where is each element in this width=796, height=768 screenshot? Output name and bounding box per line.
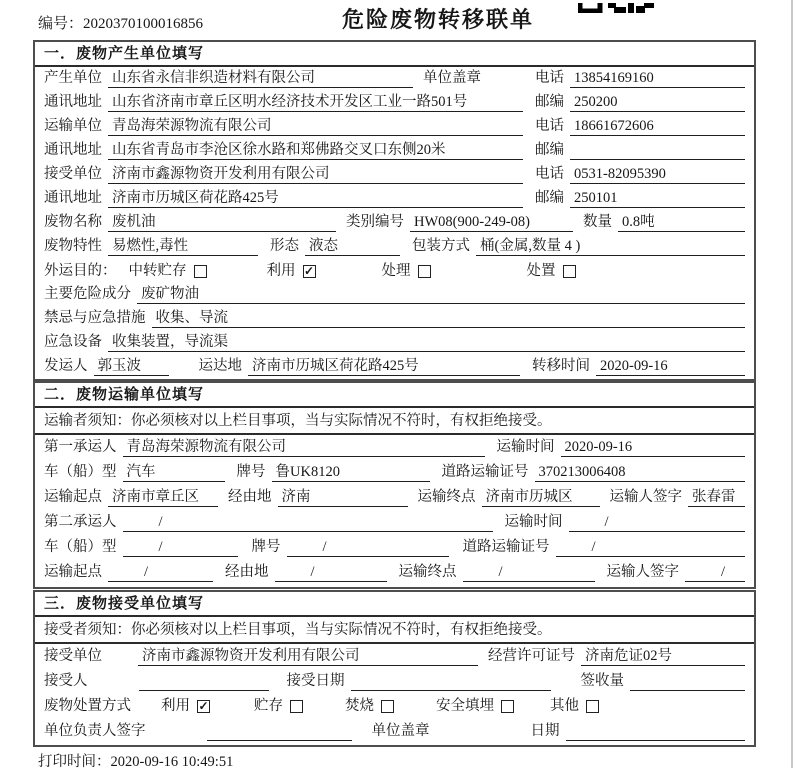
zip-label: 邮编 [535,94,564,110]
disposal-option-label: 利用 [161,698,190,714]
vehicle2-row [35,535,754,560]
disposal-option-label: 贮存 [254,698,283,714]
time1-value: 2020-09-16 [561,438,746,457]
origin-label: 运输起点 [44,489,102,505]
receiver-notice: 接受者须知：你必须核对以上栏目事项，当与实际情况不符时，有权拒绝接受。 [35,617,754,644]
purpose-option-dispose [527,262,576,281]
address-label: 通讯地址 [44,142,102,158]
receiver-address-row [35,187,754,211]
page-edge-line [791,0,793,768]
address-label: 通讯地址 [44,94,102,110]
receive-unit-label: 接受单位 [44,648,102,664]
shipper-value: 郭玉波 [94,357,169,376]
purpose-option-label: 利用 [266,262,296,279]
end1-value: 济南市历城区 [482,488,600,507]
permit-label: 经营许可证号 [488,648,575,664]
address-label: 通讯地址 [44,190,102,206]
receive-date-label: 接受日期 [286,673,345,689]
receiver-value: 济南市鑫源物资开发利用有限公司 [108,165,523,184]
producer-address-value: 山东省济南市章丘区明水经济技术开发区工业一路501号 [108,93,523,112]
leader-sign-value [207,740,352,741]
disposal-option-store [254,697,303,716]
form-label: 形态 [270,238,299,254]
carrier1-label: 第一承运人 [44,439,117,455]
qr-code-fragment [578,0,654,10]
purpose-option-label: 处置 [526,262,556,279]
seal-label: 单位盖章 [423,70,481,86]
character-value: 易燃性,毒性 [108,237,258,256]
origin1-value: 济南市章丘区 [108,488,218,507]
disposal-label: 废物处置方式 [44,698,131,714]
origin2-value: / [108,563,213,582]
packing-label: 包装方式 [412,238,470,254]
disposal-option-burn [345,697,394,716]
transporter-address-value: 山东省青岛市李沧区徐水路和郑佛路交叉口东侧20米 [108,141,523,160]
qty-label: 数量 [583,214,612,230]
producer-phone-value: 13854169160 [570,69,745,88]
leader-sign-label: 单位负责人签字 [44,723,146,739]
date2-label: 日期 [530,723,560,739]
sign1-value: 张春雷 [688,488,745,507]
transporter-value: 青岛海荣源物流有限公司 [108,117,523,136]
route2-row [35,560,754,585]
checkbox-icon [501,700,514,713]
vehicle1-row [35,460,754,485]
hazard-row [35,283,754,307]
transporter-label: 运输单位 [44,118,102,134]
vehicle-label: 车（船）型 [44,464,117,480]
carrier2-row [35,510,754,535]
license1-value: 370213006408 [535,463,746,482]
license-label: 道路运输证号 [441,464,529,480]
page-title: 危险废物转移联单 [341,7,534,32]
disposal-option-use [161,697,210,716]
taboo-label: 禁忌与应急措施 [44,310,146,326]
transporter-row [35,115,754,139]
purpose-option-transfer [129,262,207,281]
amount-label: 签收量 [580,673,624,689]
packing-value: 桶(金属,数量 4 ) [476,237,745,256]
zip-label: 邮编 [535,142,564,158]
vehicle1-value: 汽车 [123,463,225,482]
checkbox-icon [586,700,599,713]
receiver-row [35,163,754,187]
print-time-value: 2020-09-16 10:49:51 [110,754,234,768]
producer-value: 山东省永信非织造材料有限公司 [108,69,413,88]
section-receiver-title: 三．废物接受单位填写 [35,592,754,617]
section-producer-title: 一．废物产生单位填写 [35,42,754,67]
qty-value: 0.8吨 [618,213,745,232]
plate2-value: / [287,538,449,557]
purpose-option-use [267,262,316,281]
via-label: 经由地 [225,564,269,580]
equipment-row [35,331,754,355]
waste-name-value: 废机油 [108,213,336,232]
date2-value [566,740,746,741]
producer-row [35,67,754,91]
transporter-phone-value: 18661672606 [570,117,745,136]
checkbox-icon [381,700,394,713]
zip-label: 邮编 [535,190,564,206]
receive-unit-row [35,644,754,669]
receiver-label: 接受单位 [44,166,102,182]
checkbox-checked-icon: ✓ [198,700,209,713]
section-transport [33,381,756,589]
purpose-label: 外运目的： [44,262,117,279]
checkbox-checked-icon: ✓ [303,264,315,278]
transporter-zip-value [570,159,745,160]
producer-zip-value: 250200 [570,93,745,112]
route1-row [35,485,754,510]
carrier2-value: / [123,513,493,532]
purpose-option-label: 处理 [381,262,411,279]
equipment-value: 收集装置，导流渠 [108,333,745,352]
transporter-address-row [35,139,754,163]
character-label: 废物特性 [44,238,102,254]
section-producer [33,40,756,381]
receive-person-row [35,669,754,694]
category-value: HW08(900-249-08) [410,213,573,232]
dest-label: 运达地 [198,358,242,374]
hazard-value: 废矿物油 [137,285,745,304]
license2-value: / [556,538,746,557]
origin-label: 运输起点 [44,564,102,580]
phone-label: 电话 [535,166,564,182]
amount-value [630,690,745,691]
serial-label: 编号： [38,16,84,32]
carrier1-value: 青岛海荣源物流有限公司 [123,438,485,457]
waste-name-row [35,211,754,235]
receiver-address-value: 济南市历城区荷花路425号 [108,189,523,208]
category-label: 类别编号 [346,214,404,230]
carrier1-row [35,435,754,460]
checkbox-icon [290,700,303,713]
end-label: 运输终点 [398,564,457,580]
transfer-time-label: 转移时间 [532,358,590,374]
receive-date-value [351,690,551,691]
disposal-option-label: 焚烧 [345,698,374,714]
equipment-label: 应急设备 [44,334,102,350]
producer-label: 产生单位 [44,70,102,86]
transport-notice: 运输者须知：你必须核对以上栏目事项，当与实际情况不符时，有权拒绝接受。 [35,408,754,435]
purpose-option-treat [382,262,431,281]
receive-person-value [139,690,269,691]
shipper-label: 发运人 [44,358,88,374]
purpose-row [35,259,754,283]
time2-value: / [569,513,746,532]
waste-name-label: 废物名称 [44,214,102,230]
sign-label: 运输人签字 [609,489,682,505]
time-label: 运输时间 [496,439,555,455]
print-time-label: 打印时间： [38,754,111,768]
via1-value: 济南 [278,488,408,507]
plate1-value: 鲁UK8120 [272,463,430,482]
vehicle2-value: / [123,538,238,557]
shipper-row [35,355,754,379]
leader-sign-row [35,719,754,744]
vehicle-label: 车（船）型 [44,539,117,555]
via-label: 经由地 [228,489,272,505]
receiver-phone-value: 0531-82095390 [570,165,745,184]
permit-value: 济南危证02号 [581,647,745,666]
disposal-row [35,694,754,719]
receive-person-label: 接受人 [44,673,88,689]
transfer-time-value: 2020-09-16 [596,357,745,376]
receiver-zip-value: 250101 [570,189,745,208]
carrier2-label: 第二承运人 [44,514,117,530]
checkbox-icon [563,265,576,278]
disposal-option-label: 安全填埋 [436,698,494,714]
taboo-row [35,307,754,331]
receive-unit-value: 济南市鑫源物资开发利用有限公司 [138,647,478,666]
checkbox-icon [194,265,207,278]
taboo-value: 收集、导流 [152,309,746,328]
disposal-option-label: 其他 [550,698,579,714]
checkbox-icon [418,265,431,278]
section-receiver [33,590,756,747]
producer-address-row [35,91,754,115]
plate-label: 牌号 [251,539,281,555]
purpose-option-label: 中转贮存 [128,262,187,279]
disposal-option-other [550,697,599,716]
dest-value: 济南市历城区荷花路425号 [248,357,520,376]
sign-label: 运输人签字 [606,564,679,580]
license-label: 道路运输证号 [462,539,550,555]
unit-seal-label: 单位盖章 [371,723,430,739]
form-value: 液态 [305,237,400,256]
end2-value: / [463,563,595,582]
hazard-label: 主要危险成分 [44,286,131,302]
via2-value: / [275,563,387,582]
serial-number: 2020370100016856 [83,16,204,32]
print-time-line [38,750,233,768]
waste-character-row [35,235,754,259]
sign2-value: / [685,563,745,582]
phone-label: 电话 [535,118,564,134]
plate-label: 牌号 [236,464,266,480]
phone-label: 电话 [535,70,564,86]
time-label: 运输时间 [504,514,563,530]
end-label: 运输终点 [417,489,476,505]
disposal-option-landfill [436,697,514,716]
section-transport-title: 二．废物运输单位填写 [35,383,754,408]
